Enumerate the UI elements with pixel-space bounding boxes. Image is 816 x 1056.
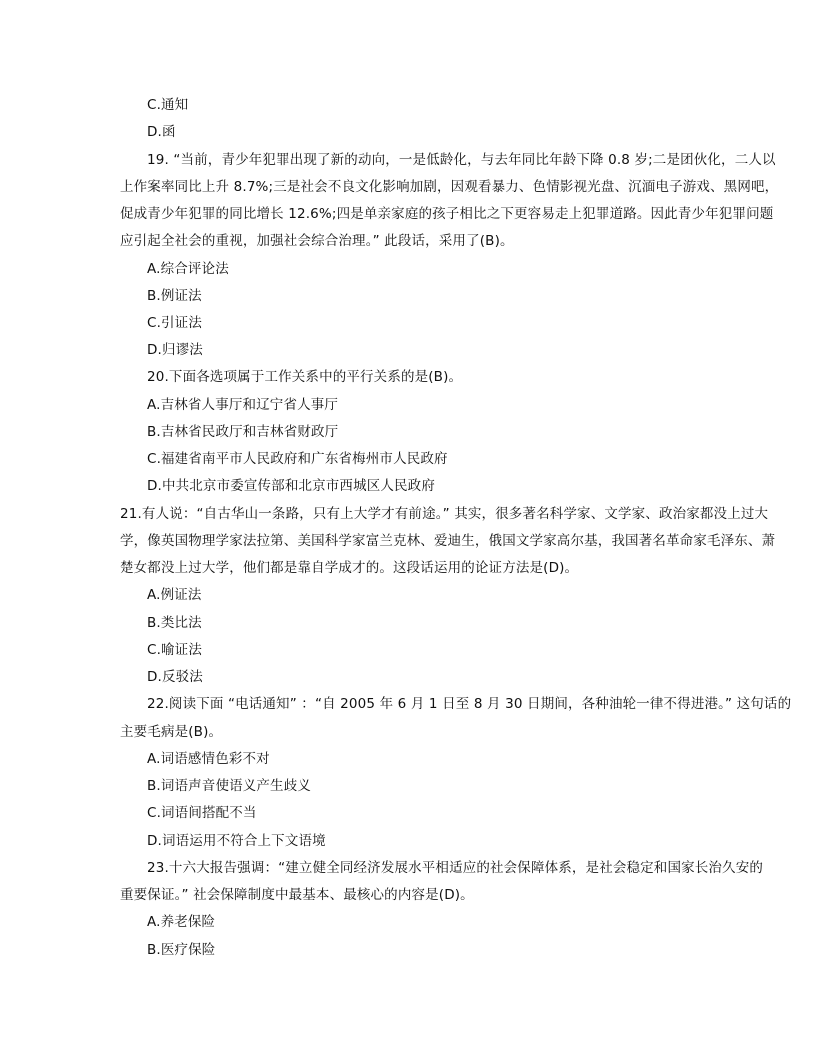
q21-option-b: B.类比法	[147, 615, 202, 631]
q21-stem-line-1: 21.有人说：“自古华山一条路，只有上大学才有前途。” 其实，很多著名科学家、文学家、政治家都没上过大	[120, 506, 769, 522]
q18-option-d: D.函	[147, 124, 176, 140]
q21-option-d: D.反驳法	[147, 669, 203, 685]
q19-stem-line-1: 19. “当前，青少年犯罪出现了新的动向，一是低龄化，与去年同比年龄下降 0.8 岁;二是团伙化，二人以	[147, 152, 776, 168]
q23-option-a: A.养老保险	[147, 914, 216, 930]
q22-option-b: B.词语声音使语义产生歧义	[147, 778, 312, 794]
q22-stem-line-1: 22.阅读下面 “电话通知” ：“自 2005 年 6 月 1 日至 8 月 30 日期间，各种油轮一律不得进港。” 这句话的	[147, 696, 792, 712]
q20-stem: 20.下面各选项属于工作关系中的平行关系的是(B)。	[147, 369, 463, 385]
q22-option-a: A.词语感情色彩不对	[147, 751, 270, 767]
q20-option-a: A.吉林省人事厅和辽宁省人事厅	[147, 397, 339, 413]
q21-option-c: C.喻证法	[147, 642, 202, 658]
q19-option-b: B.例证法	[147, 288, 202, 304]
q20-option-c: C.福建省南平市人民政府和广东省梅州市人民政府	[147, 451, 448, 467]
q21-stem-line-2: 学，像英国物理学家法拉第、美国科学家富兰克林、爱迪生，俄国文学家高尔基，我国著名革命家毛泽东、萧	[120, 533, 776, 549]
q22-stem-line-2: 主要毛病是(B)。	[120, 724, 223, 740]
q21-option-a: A.例证法	[147, 587, 202, 603]
q23-stem-line-1: 23.十六大报告强调：“建立健全同经济发展水平相适应的社会保障体系，是社会稳定和国家长治久安的	[147, 860, 764, 876]
q22-option-c: C.词语间搭配不当	[147, 805, 257, 821]
q19-option-d: D.归谬法	[147, 342, 203, 358]
q19-stem-line-4: 应引起全社会的重视，加强社会综合治理。” 此段话，采用了(B)。	[120, 233, 514, 249]
q23-option-b: B.医疗保险	[147, 942, 216, 958]
q19-stem-line-3: 促成青少年犯罪的同比增长 12.6%;四是单亲家庭的孩子相比之下更容易走上犯罪道路。因此青少年犯罪问题	[120, 206, 774, 222]
q21-stem-line-3: 楚女都没上过大学，他们都是靠自学成才的。这段话运用的论证方法是(D)。	[120, 560, 579, 576]
q23-stem-line-2: 重要保证。” 社会保障制度中最基本、最核心的内容是(D)。	[120, 887, 474, 903]
q19-option-c: C.引证法	[147, 315, 202, 331]
q20-option-b: B.吉林省民政厅和吉林省财政厅	[147, 424, 339, 440]
q18-option-c: C.通知	[147, 97, 189, 113]
q20-option-d: D.中共北京市委宣传部和北京市西城区人民政府	[147, 478, 435, 494]
q19-option-a: A.综合评论法	[147, 261, 229, 277]
q22-option-d: D.词语运用不符合上下文语境	[147, 833, 326, 849]
q19-stem-line-2: 上作案率同比上升 8.7%;三是社会不良文化影响加剧，因观看暴力、色情影视光盘、沉湎电子游戏、黑网吧，	[120, 179, 779, 195]
